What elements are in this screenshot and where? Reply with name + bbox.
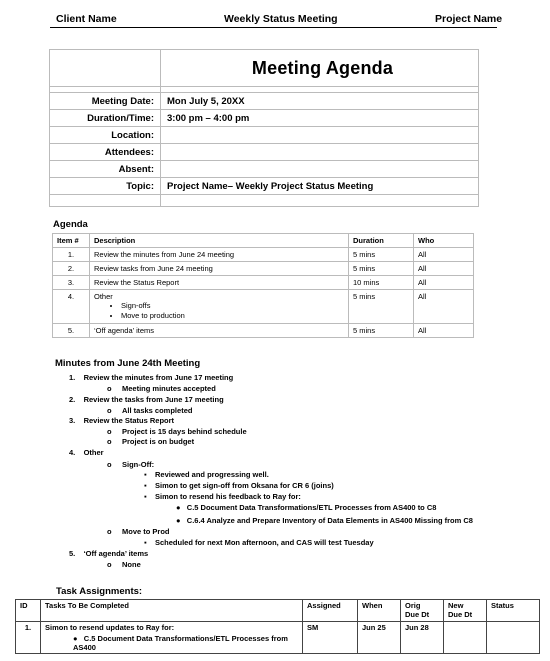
table-row: 1. Review the minutes from June 24 meeting 5 mins All — [53, 248, 474, 262]
agenda-heading: Agenda — [53, 219, 88, 230]
list-item: ▪ Reviewed and progressing well. — [144, 470, 269, 479]
list-item: ▪ Simon to resend his feedback to Ray for: — [144, 492, 301, 501]
list-item: • Move to production — [121, 311, 344, 321]
tasks-col-id: ID — [16, 600, 41, 622]
duration-value: 3:00 pm – 4:00 pm — [161, 110, 479, 127]
meeting-series-title: Weekly Status Meeting — [224, 13, 338, 25]
tasks-col-new-due: New Due Dt — [444, 600, 487, 622]
list-item: 2. Review the tasks from June 17 meeting — [69, 395, 224, 404]
header-divider — [50, 27, 497, 28]
tasks-table — [15, 599, 540, 654]
table-row: 2. Review tasks from June 24 meeting 5 mins All — [53, 262, 474, 276]
location-label: Location: — [50, 127, 161, 144]
absent-label: Absent: — [50, 161, 161, 178]
topic-value: Project Name– Weekly Project Status Meeting — [161, 178, 479, 195]
list-item: ● C.5 Document Data Transformations/ETL Processes from AS400 to C8 — [176, 503, 437, 512]
list-item: 3. Review the Status Report — [69, 416, 175, 425]
list-item: ▪ Simon to get sign-off from Oksana for CR 6 (joins) — [144, 481, 334, 490]
list-item: ▪ Scheduled for next Mon afternoon, and CAS will test Tuesday — [144, 538, 374, 547]
minutes-heading: Minutes from June 24th Meeting — [55, 358, 201, 369]
agenda-col-description: Description — [90, 234, 349, 248]
project-name: Project Name — [435, 13, 503, 25]
table-row: 3. Review the Status Report 10 mins All — [53, 276, 474, 290]
list-item: o Project is 15 days behind schedule — [107, 427, 247, 436]
tasks-col-status: Status — [487, 600, 540, 622]
agenda-table — [52, 233, 474, 338]
tasks-col-when: When — [358, 600, 401, 622]
meeting-date-value: Mon July 5, 20XX — [161, 93, 479, 110]
agenda-other-list — [94, 301, 344, 321]
list-item: 4. Other — [69, 448, 104, 457]
duration-label: Duration/Time: — [50, 110, 161, 127]
list-item: 5. ‘Off agenda’ items — [69, 549, 149, 558]
location-value — [161, 127, 479, 144]
list-item: 1. Review the minutes from June 17 meeting — [69, 373, 234, 382]
list-item: o None — [107, 560, 141, 569]
table-row: 1. Simon to resend updates to Ray for: ● C.5 Document Data Transformations/ETL Processes from AS400 SM Jun 25 Jun 28 — [16, 622, 540, 654]
tasks-col-assigned: Assigned — [303, 600, 358, 622]
list-item: o All tasks completed — [107, 406, 193, 415]
list-item: o Meeting minutes accepted — [107, 384, 216, 393]
topic-label: Topic: — [50, 178, 161, 195]
list-item: o Move to Prod — [107, 527, 170, 536]
tasks-heading: Task Assignments: — [56, 586, 143, 597]
list-item: o Project is on budget — [107, 437, 195, 446]
list-item: • Sign-offs — [121, 301, 344, 311]
absent-value — [161, 161, 479, 178]
meeting-date-label: Meeting Date: — [50, 93, 161, 110]
tasks-col-orig-due: Orig Due Dt — [401, 600, 444, 622]
attendees-label: Attendees: — [50, 144, 161, 161]
attendees-value — [161, 144, 479, 161]
client-name: Client Name — [56, 13, 117, 25]
list-item: ● C.6.4 Analyze and Prepare Inventory of Data Elements in AS400 Missing from C8 — [176, 516, 473, 525]
table-row: 5. ‘Off agenda’ items 5 mins All — [53, 324, 474, 338]
meeting-info-table — [49, 49, 479, 207]
agenda-col-who: Who — [414, 234, 474, 248]
agenda-col-duration: Duration — [349, 234, 414, 248]
agenda-col-item: Item # — [53, 234, 90, 248]
table-row: 4. Other • Sign-offs • Move to production 5 mins All — [53, 290, 474, 324]
tasks-col-task: Tasks To Be Completed — [41, 600, 303, 622]
page-title: Meeting Agenda — [161, 50, 479, 87]
list-item: o Sign-Off: — [107, 460, 155, 469]
